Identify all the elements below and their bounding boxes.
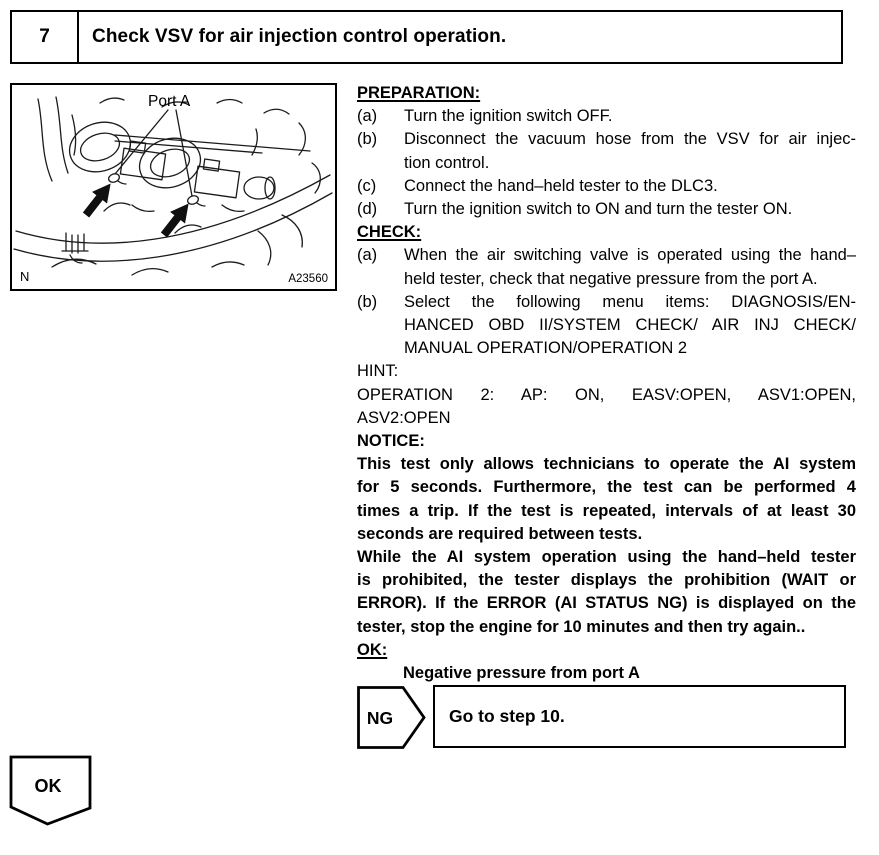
check-item-b <box>357 291 856 361</box>
item-label: (c) <box>357 176 377 195</box>
preparation-item-a <box>357 105 856 128</box>
check-item-a <box>357 244 856 290</box>
item-text: Turn the ignition switch to ON and turn the tester ON. <box>404 200 793 219</box>
figure-view-letter: N <box>20 269 30 284</box>
item-text: Turn the ignition switch OFF. <box>404 107 613 126</box>
engine-line-art <box>12 85 335 289</box>
step-header <box>10 10 843 64</box>
step-number: 7 <box>12 12 79 62</box>
figure-port-label: Port A <box>148 93 191 110</box>
item-text: Disconnect the vacuum hose from the VSV for air injec- tion control. <box>404 130 856 172</box>
hose-loops <box>63 115 207 196</box>
preparation-item-d <box>357 198 856 221</box>
item-label: (d) <box>357 200 378 219</box>
ok-criteria-result: Negative pressure from port A <box>403 664 640 683</box>
ng-label: NG <box>366 708 394 728</box>
item-text: Connect the hand–held tester to the DLC3. <box>404 176 718 195</box>
ok-label: OK <box>34 776 62 796</box>
ng-action-text: Go to step 10. <box>449 706 565 726</box>
ok-criteria-heading: OK: <box>357 640 388 659</box>
ok-pentagon <box>9 755 94 828</box>
procedure-text-column <box>357 82 856 685</box>
preparation-item-c <box>357 175 856 198</box>
check-heading: CHECK: <box>357 223 422 242</box>
step-title: Check VSV for air injection control operation. <box>92 26 507 47</box>
hint-heading: HINT: <box>357 362 399 381</box>
preparation-heading: PREPARATION: <box>357 84 481 102</box>
engine-background-lines <box>38 97 320 193</box>
ng-pentagon <box>357 686 427 750</box>
item-text: Select the following menu items: DIAGNOSIS/EN- HANCED OBD II/SYSTEM CHECK/ AIR INJ CHECK/ MANUAL OPERATION/OPERATION 2 <box>404 292 856 358</box>
item-label: (a) <box>357 107 378 126</box>
notice-paragraph-1: This test only allows technicians to operate the AI system for 5 seconds. Furthermore, the test can be performed 4 times a trip. If the test is repeated, intervals of at least 30 seconds are required between tests. <box>357 455 856 543</box>
preparation-item-b <box>357 128 856 174</box>
figure-engine-illustration <box>10 83 337 291</box>
item-label: (a) <box>357 246 378 265</box>
item-text: When the air switching valve is operated using the hand– held tester, check that negative pressure from the port A. <box>404 246 856 288</box>
notice-paragraph-2: While the AI system operation using the hand–held tester is prohibited, the tester displays the prohibition (WAIT or ERROR). If the ERROR (AI STATUS NG) is displayed on the tester, stop the engine for 10 minutes and then try again.. <box>357 548 856 636</box>
port-arrow-left-icon <box>79 178 119 221</box>
item-label: (b) <box>357 130 378 149</box>
figure-id-code: A23560 <box>288 273 328 285</box>
hint-text: OPERATION 2: AP: ON, EASV:OPEN, ASV1:OPEN, ASV2:OPEN <box>357 385 856 427</box>
notice-heading: NOTICE: <box>357 432 425 451</box>
ng-action-box <box>433 685 846 748</box>
item-label: (b) <box>357 292 378 311</box>
